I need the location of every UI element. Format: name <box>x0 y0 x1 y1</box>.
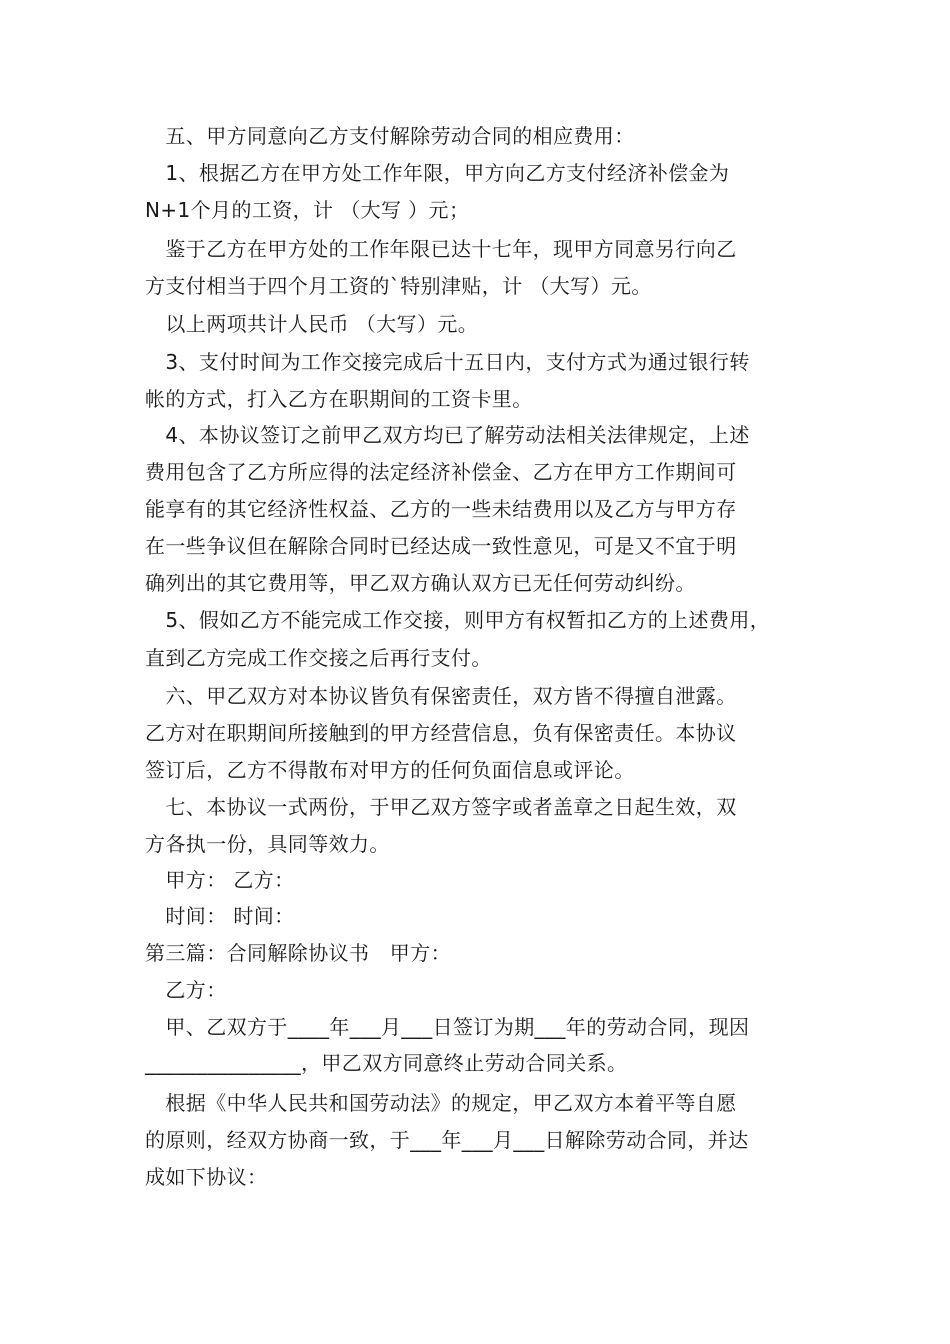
text-line: 乙方对在职期间所接触到的甲方经营信息，负有保密责任。本协议 <box>145 721 737 745</box>
text-line: 根据《中华人民共和国劳动法》的规定，甲乙双方本着平等自愿 <box>145 1091 737 1115</box>
text-line: 成如下协议： <box>145 1165 268 1189</box>
text-line: 1、根据乙方在甲方处工作年限，甲方向乙方支付经济补偿金为 <box>145 161 730 185</box>
text-line: 费用包含了乙方所应得的法定经济补偿金、乙方在甲方工作期间可 <box>145 460 737 484</box>
text-line: 确列出的其它费用等，甲乙双方确认双方已无任何劳动纠纷。 <box>145 571 696 595</box>
text-line: 时间： 时间： <box>145 904 295 928</box>
text-line: 的原则，经双方协商一致，于___年___月___日解除劳动合同，并达 <box>145 1128 749 1152</box>
text-line: 方支付相当于四个月工资的`特别津贴，计 （大写）元。 <box>145 274 652 298</box>
text-line: 在一些争议但在解除合同时已经达成一致性意见，可是又不宜于明 <box>145 534 737 558</box>
text-line: _______________，甲乙双方同意终止劳动合同关系。 <box>145 1051 628 1075</box>
text-line: 4、本协议签订之前甲乙双方均已了解劳动法相关法律规定，上述 <box>145 423 750 447</box>
text-line: 甲、乙双方于____年___月___日签订为期___年的劳动合同，现因 <box>145 1015 750 1039</box>
text-line: 5、假如乙方不能完成工作交接，则甲方有权暂扣乙方的上述费用， <box>145 608 771 632</box>
text-line: 乙方： <box>145 978 227 1002</box>
text-line: 帐的方式，打入乙方在职期间的工资卡里。 <box>145 387 533 411</box>
text-line: 能享有的其它经济性权益、乙方的一些未结费用以及乙方与甲方存 <box>145 497 737 521</box>
text-line: 方各执一份，具同等效力。 <box>145 832 390 856</box>
text-line: 七、本协议一式两份，于甲乙双方签字或者盖章之日起生效，双 <box>145 795 737 819</box>
section-heading: 第三篇：合同解除协议书 甲方： <box>145 941 451 965</box>
text-line: 甲方： 乙方： <box>145 868 295 892</box>
text-line: 五、甲方同意向乙方支付解除劳动合同的相应费用： <box>145 124 635 148</box>
text-line: 以上两项共计人民币 （大写）元。 <box>145 312 479 336</box>
text-line: 签订后，乙方不得散布对甲方的任何负面信息或评论。 <box>145 758 635 782</box>
text-line: N+1个月的工资，计 （大写 ）元； <box>145 198 470 222</box>
text-line: 六、甲乙双方对本协议皆负有保密责任，双方皆不得擅自泄露。 <box>145 684 737 708</box>
text-line: 直到乙方完成工作交接之后再行支付。 <box>145 646 492 670</box>
text-line: 鉴于乙方在甲方处的工作年限已达十七年，现甲方同意另行向乙 <box>145 237 737 261</box>
text-line: 3、支付时间为工作交接完成后十五日内，支付方式为通过银行转 <box>145 350 750 374</box>
